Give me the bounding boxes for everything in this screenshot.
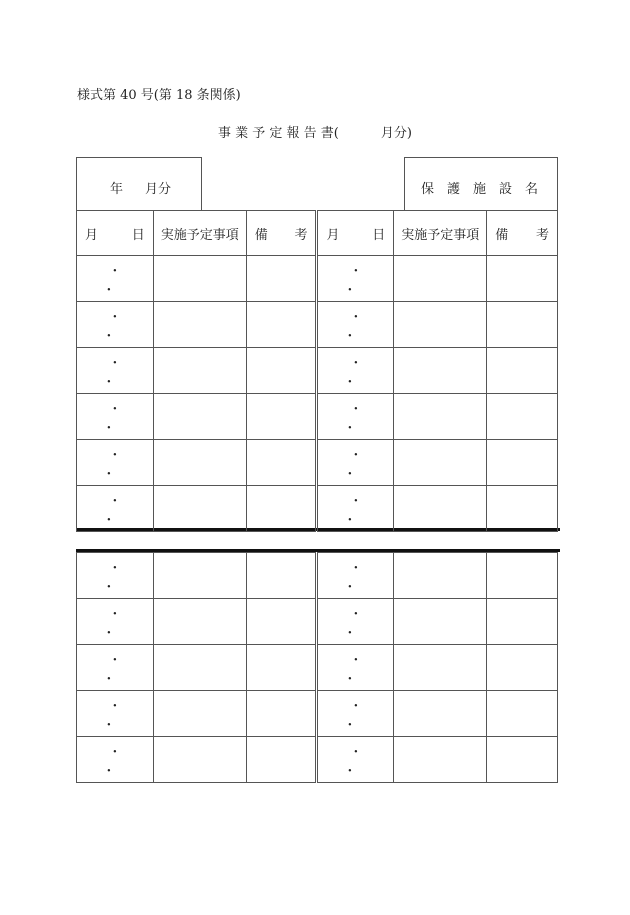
date-cell[interactable]: ・ ・: [77, 348, 154, 394]
item-cell[interactable]: [153, 256, 246, 302]
item-cell[interactable]: [394, 256, 487, 302]
date-cell[interactable]: ・ ・: [77, 737, 154, 783]
item-cell[interactable]: [394, 599, 487, 645]
item-cell[interactable]: [394, 486, 487, 532]
date-cell[interactable]: ・ ・: [317, 348, 394, 394]
note-cell[interactable]: [487, 599, 558, 645]
note-cell[interactable]: [487, 645, 558, 691]
date-cell[interactable]: ・ ・: [77, 486, 154, 532]
note-cell[interactable]: [246, 440, 317, 486]
note-cell[interactable]: [246, 348, 317, 394]
date-cell[interactable]: ・ ・: [317, 256, 394, 302]
note-cell[interactable]: [246, 645, 317, 691]
form-id: 様式第 40 号(第 18 条関係): [77, 88, 241, 103]
header-year-month-box: [76, 157, 202, 211]
date-cell[interactable]: ・ ・: [317, 691, 394, 737]
header-year-label: 年: [110, 182, 124, 197]
note-cell[interactable]: [487, 440, 558, 486]
table-row: [77, 737, 558, 783]
date-cell[interactable]: ・ ・: [317, 645, 394, 691]
page-title: [0, 122, 630, 141]
note-cell[interactable]: [246, 691, 317, 737]
date-cell[interactable]: ・ ・: [77, 440, 154, 486]
note-cell[interactable]: [487, 302, 558, 348]
table-row: [77, 394, 558, 440]
item-cell[interactable]: [394, 645, 487, 691]
note-cell[interactable]: [246, 256, 317, 302]
date-cell[interactable]: ・ ・: [77, 691, 154, 737]
title-suffix: 月分): [380, 126, 412, 141]
date-cell[interactable]: ・ ・: [317, 394, 394, 440]
note-cell[interactable]: [246, 486, 317, 532]
date-cell[interactable]: ・ ・: [77, 394, 154, 440]
item-cell[interactable]: [394, 737, 487, 783]
note-cell[interactable]: [246, 302, 317, 348]
header-facility-name-label: 保 護 施 設 名: [421, 182, 539, 197]
title-main: 事 業 予 定 報 告 書(: [218, 126, 339, 141]
table-row: [77, 486, 558, 532]
date-cell[interactable]: ・ ・: [77, 256, 154, 302]
col-header-date: 月 日: [317, 211, 394, 256]
table-row: [77, 691, 558, 737]
note-cell[interactable]: [487, 486, 558, 532]
note-cell[interactable]: [487, 394, 558, 440]
date-cell[interactable]: ・ ・: [317, 737, 394, 783]
note-cell[interactable]: [487, 348, 558, 394]
item-cell[interactable]: [153, 691, 246, 737]
date-cell[interactable]: ・ ・: [77, 599, 154, 645]
table-header-row: [77, 211, 558, 256]
col-header-item: 実施予定事項: [153, 211, 246, 256]
header-facility-name-box: [404, 157, 558, 211]
table-row: [77, 256, 558, 302]
col-header-item: 実施予定事項: [394, 211, 487, 256]
item-cell[interactable]: [394, 440, 487, 486]
item-cell[interactable]: [394, 348, 487, 394]
item-cell[interactable]: [153, 737, 246, 783]
item-cell[interactable]: [394, 394, 487, 440]
item-cell[interactable]: [153, 599, 246, 645]
table-row: [77, 440, 558, 486]
note-cell[interactable]: [246, 553, 317, 599]
date-cell[interactable]: ・ ・: [317, 440, 394, 486]
schedule-table-bottom: [76, 552, 558, 783]
table-row: [77, 553, 558, 599]
col-header-date: 月 日: [77, 211, 154, 256]
item-cell[interactable]: [394, 691, 487, 737]
col-header-note: 備 考: [246, 211, 317, 256]
item-cell[interactable]: [394, 302, 487, 348]
date-cell[interactable]: ・ ・: [77, 645, 154, 691]
header-month-label: 月分: [145, 182, 172, 197]
note-cell[interactable]: [487, 553, 558, 599]
item-cell[interactable]: [153, 394, 246, 440]
item-cell[interactable]: [153, 440, 246, 486]
note-cell[interactable]: [246, 737, 317, 783]
col-header-note: 備 考: [487, 211, 558, 256]
date-cell[interactable]: ・ ・: [77, 553, 154, 599]
item-cell[interactable]: [153, 486, 246, 532]
item-cell[interactable]: [153, 348, 246, 394]
note-cell[interactable]: [487, 256, 558, 302]
item-cell[interactable]: [394, 553, 487, 599]
schedule-table-top: [76, 210, 558, 532]
item-cell[interactable]: [153, 302, 246, 348]
note-cell[interactable]: [487, 691, 558, 737]
item-cell[interactable]: [153, 553, 246, 599]
table-row: [77, 348, 558, 394]
date-cell[interactable]: ・ ・: [77, 302, 154, 348]
note-cell[interactable]: [246, 394, 317, 440]
item-cell[interactable]: [153, 645, 246, 691]
date-cell[interactable]: ・ ・: [317, 553, 394, 599]
date-cell[interactable]: ・ ・: [317, 486, 394, 532]
table-row: [77, 302, 558, 348]
table-row: [77, 645, 558, 691]
note-cell[interactable]: [487, 737, 558, 783]
table-row: [77, 599, 558, 645]
note-cell[interactable]: [246, 599, 317, 645]
date-cell[interactable]: ・ ・: [317, 302, 394, 348]
date-cell[interactable]: ・ ・: [317, 599, 394, 645]
